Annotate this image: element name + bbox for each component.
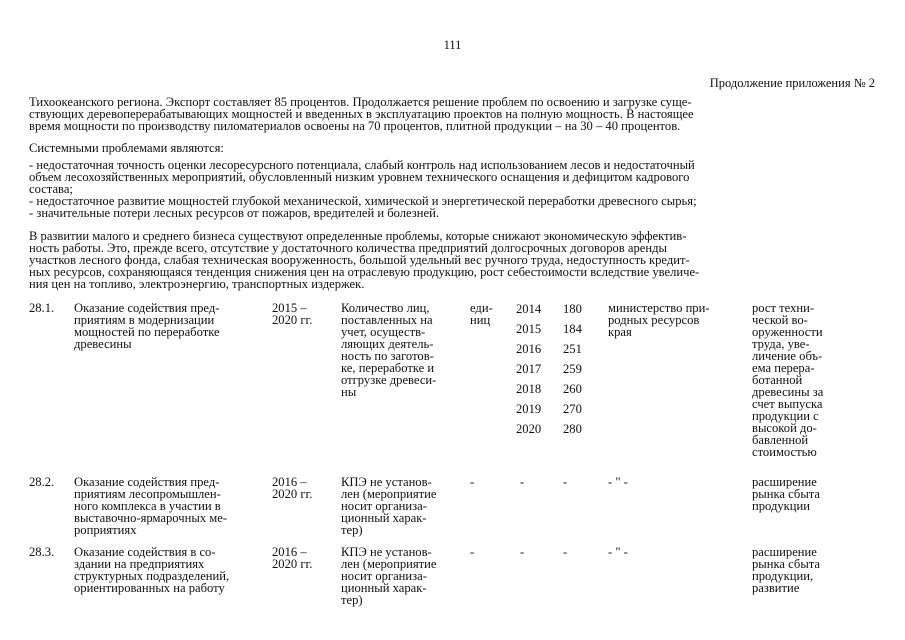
cell-line: Оказание содействия пред-	[74, 301, 220, 315]
cell-line: ляющих деятель-	[341, 337, 434, 351]
year: 2019	[516, 402, 542, 416]
cell-line: родных ресурсов	[608, 313, 700, 327]
cell-line: труда, уве-	[752, 337, 810, 351]
period	[272, 476, 312, 500]
measure-name	[74, 302, 220, 350]
year: -	[520, 545, 525, 559]
executor: - " -	[608, 475, 628, 489]
year: 2017	[516, 362, 542, 376]
cell-line: расширение	[752, 475, 817, 489]
text-line: - недостаточное развитие мощностей глубокой механической, химической и энергетической переработки древесного сырья;	[29, 194, 697, 208]
indicator	[341, 302, 436, 398]
cell-line: рост техни-	[752, 301, 815, 315]
paragraph-problems-heading	[29, 142, 881, 154]
cell-line: отгрузке древеси-	[341, 373, 437, 387]
cell-line: древесины за	[752, 385, 824, 399]
cell-line: края	[608, 325, 632, 339]
cell-line: стоимостью	[752, 445, 817, 459]
value: 184	[563, 322, 582, 336]
cell-line: носит организа-	[341, 569, 427, 583]
text-line: состава;	[29, 182, 73, 196]
cell-line: развитие	[752, 581, 800, 595]
cell-line: ема перера-	[752, 361, 815, 375]
cell-line: ционный харак-	[341, 581, 427, 595]
row-number: 28.1.	[29, 301, 55, 315]
year: 2014	[516, 302, 542, 316]
period	[272, 546, 312, 570]
cell-line: министерство при-	[608, 301, 710, 315]
unit: -	[470, 545, 475, 559]
cell-line: ны	[341, 385, 357, 399]
row-number: 28.3.	[29, 545, 55, 559]
value: -	[563, 545, 568, 559]
appendix-label: Продолжение приложения № 2	[709, 76, 875, 90]
text-line: Системными проблемами являются:	[29, 141, 224, 155]
expected-result	[752, 546, 820, 594]
cell-line: 2020 гг.	[272, 487, 313, 501]
text-line: участков лесного фонда, слабая техническая вооруженность, большой удельный вес ручного труда, недоступность кредит-	[29, 253, 690, 267]
cell-line: бавленной	[752, 433, 809, 447]
cell-line: продукции,	[752, 569, 814, 583]
cell-line: Оказание содействия пред-	[74, 475, 220, 489]
period	[272, 302, 312, 326]
year: 2020	[516, 422, 542, 436]
cell-line: оруженности	[752, 325, 823, 339]
cell-line: приятиям лесопромышлен-	[74, 487, 221, 501]
cell-line: 2016 –	[272, 475, 307, 489]
unit	[470, 302, 493, 326]
text-line: время мощности по производству пиломатериалов освоены на 70 процентов, плитной продукции – на 30 – 40 процентов.	[29, 119, 681, 133]
measure-name	[74, 476, 227, 536]
cell-line: еди-	[470, 301, 493, 315]
cell-line: личение объ-	[752, 349, 823, 363]
executor	[608, 302, 710, 338]
value: 180	[563, 302, 582, 316]
cell-line: носит организа-	[341, 499, 427, 513]
cell-line: ниц	[470, 313, 491, 327]
cell-line: ционный харак-	[341, 511, 427, 525]
value: 251	[563, 342, 582, 356]
executor: - " -	[608, 545, 628, 559]
row-number: 28.2.	[29, 475, 55, 489]
expected-result	[752, 302, 823, 458]
cell-line: ческой во-	[752, 313, 808, 327]
cell-line: продукции	[752, 499, 811, 513]
text-line: ность работы. Это, прежде всего, отсутствие у достаточного количества предприятий долгосрочных договоров аренды	[29, 241, 667, 255]
cell-line: ного комплекса в участии в	[74, 499, 221, 513]
value: 259	[563, 362, 582, 376]
text-line: ния цен на топливо, электроэнергию, транспортных издержек.	[29, 277, 365, 291]
cell-line: продукции с	[752, 409, 819, 423]
cell-line: мощностей по переработке	[74, 325, 220, 339]
text-line: Тихоокеанского региона. Экспорт составляет 85 процентов. Продолжается решение проблем по освоению и загрузке суще-	[29, 95, 692, 109]
year: -	[520, 475, 525, 489]
cell-line: приятиям в модернизации	[74, 313, 215, 327]
paragraph-small-business	[29, 230, 881, 290]
unit: -	[470, 475, 475, 489]
cell-line: расширение	[752, 545, 817, 559]
cell-line: 2020 гг.	[272, 557, 313, 571]
text-line: - недостаточная точность оценки лесоресурсного потенциала, слабый контроль над использованием лесов и недостаточный	[29, 158, 695, 172]
page-number: 111	[443, 38, 462, 52]
year: 2015	[516, 322, 542, 336]
cell-line: древесины	[74, 337, 132, 351]
cell-line: лен (мероприятие	[341, 557, 437, 571]
cell-line: 2020 гг.	[272, 313, 313, 327]
cell-line: 2015 –	[272, 301, 307, 315]
cell-line: тер)	[341, 593, 363, 607]
cell-line: лен (мероприятие	[341, 487, 437, 501]
cell-line: КПЭ не установ-	[341, 545, 432, 559]
year: 2016	[516, 342, 542, 356]
expected-result	[752, 476, 820, 512]
cell-line: поставленных на	[341, 313, 433, 327]
cell-line: КПЭ не установ-	[341, 475, 432, 489]
text-line: ных ресурсов, сохраняющаяся тенденция снижения цен на отраслевую продукцию, рост себестоимости вследствие увеличе-	[29, 265, 700, 279]
cell-line: учет, осуществ-	[341, 325, 426, 339]
cell-line: Количество лиц,	[341, 301, 430, 315]
cell-line: 2016 –	[272, 545, 307, 559]
cell-line: высокой до-	[752, 421, 817, 435]
cell-line: рынка сбыта	[752, 557, 821, 571]
cell-line: рынка сбыта	[752, 487, 821, 501]
cell-line: счет выпуска	[752, 397, 823, 411]
cell-line: Оказание содействия в со-	[74, 545, 216, 559]
cell-line: ке, переработке и	[341, 361, 435, 375]
cell-line: роприятиях	[74, 523, 137, 537]
indicator	[341, 476, 437, 536]
text-line: объем лесохозяйственных мероприятий, обусловленный низким уровнем технического оснащения и дефицитом кадрового	[29, 170, 690, 184]
value: 270	[563, 402, 582, 416]
cell-line: выставочно-ярмарочных ме-	[74, 511, 228, 525]
cell-line: здании на предприятиях	[74, 557, 205, 571]
measure-name	[74, 546, 229, 594]
cell-line: ботанной	[752, 373, 803, 387]
text-line: ствующих деревоперерабатывающих мощностей и введенных в эксплуатацию проектов на полную мощность. В настоящее	[29, 107, 694, 121]
value: 280	[563, 422, 582, 436]
cell-line: тер)	[341, 523, 363, 537]
value: -	[563, 475, 568, 489]
indicator	[341, 546, 437, 606]
text-line: В развитии малого и среднего бизнеса существуют определенные проблемы, которые снижают экономическую эффектив-	[29, 229, 687, 243]
cell-line: структурных подразделений,	[74, 569, 230, 583]
paragraph-export	[29, 96, 881, 132]
value: 260	[563, 382, 582, 396]
cell-line: ность по заготов-	[341, 349, 434, 363]
paragraph-problems-list	[29, 159, 881, 219]
cell-line: ориентированных на работу	[74, 581, 225, 595]
year: 2018	[516, 382, 542, 396]
text-line: - значительные потери лесных ресурсов от пожаров, вредителей и болезней.	[29, 206, 439, 220]
